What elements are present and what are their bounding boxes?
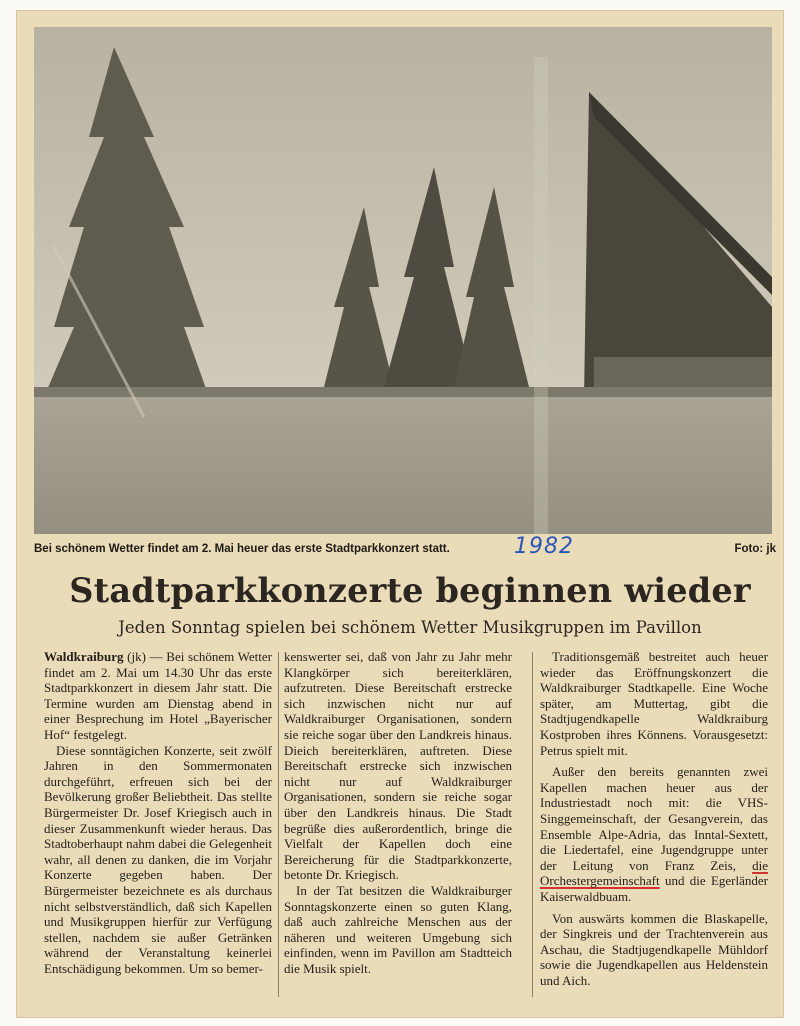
article-column-1 bbox=[44, 649, 272, 976]
photo-caption-row bbox=[34, 534, 776, 560]
column-divider bbox=[532, 652, 533, 997]
paragraph-text: (jk) — Bei schönem Wetter findet am 2. Mai um 14.30 Uhr das erste Stadtparkkonzert in diesem Jahr statt. Die Termine wurden am Dienstag abend in einer Besprechung im Hotel „Bayerischer Hof“ festgelegt. bbox=[44, 649, 272, 742]
paragraph: kenswerter sei, daß von Jahr zu Jahr mehr Klangkörper sich bereiterklären, aufzutreten. Diese Bereitschaft erstrecke sich inzwischen nicht nur auf Waldkraiburger Organisationen, sondern sie reiche sogar über den Landkreis hinaus. Dieich bereiterklären, auftreten. Diese Bereitschaft erstrecke sich inzwischen nicht nur auf Waldkraiburger Organisationen, sondern sie reiche sogar über den Landkreis hinaus. Die Stadt begrüße dies außerordentlich, bringe die Vielfalt der Kapellen doch eine Bereicherung für die Stadtparkkonzerte, betonte Dr. Kriegisch. bbox=[284, 649, 512, 883]
dateline: Waldkraiburg bbox=[44, 649, 124, 664]
photo-credit: Foto: jk bbox=[734, 543, 776, 555]
article-column-3 bbox=[540, 649, 768, 988]
paragraph: Traditionsgemäß bestreitet auch heuer wieder das Eröffnungskonzert die Waldkraiburger Stadtkapelle. Eine Woche später, am Muttertag, gibt die Stadtjugendkapelle Waldkraiburg Kostproben ihres Könnens. Vorausgesetzt: Petrus spielt mit. bbox=[540, 649, 768, 758]
handwritten-year: 1982 bbox=[514, 534, 574, 559]
photo-park-pavilion bbox=[34, 27, 772, 534]
photo-caption: Bei schönem Wetter findet am 2. Mai heuer das erste Stadtparkkonzert statt. bbox=[34, 543, 450, 555]
article-photo bbox=[34, 27, 772, 534]
paragraph: In der Tat besitzen die Waldkraiburger Sonntagskonzerte einen so guten Klang, daß auch zahlreiche Menschen aus der näheren und weiteren Umgebung sich einfinden, wenn im Pavillon am Stadtteich die Musik spielt. bbox=[284, 882, 512, 976]
paragraph-text: Außer den bereits genannten zwei Kapellen machen heuer aus der Industriestadt noch mit: die VHS-Singgemeinschaft, der Gesangverein, das Ensemble Alpe-Adria, das Inntal-Sextett, die Liedertafel, eine Jugendgruppe unter der Leitung von Franz Zeis, bbox=[540, 764, 768, 873]
paragraph-text: und die Egerländer Kaiserwaldbuam. bbox=[540, 873, 768, 904]
column-divider bbox=[278, 652, 279, 997]
red-underlined-text: die Orchestergemeinschaft bbox=[540, 857, 768, 889]
article-headline: Stadtparkkonzerte beginnen wieder bbox=[69, 571, 751, 610]
paragraph bbox=[44, 649, 272, 743]
article-column-2 bbox=[284, 649, 512, 976]
paragraph bbox=[540, 764, 768, 904]
paragraph: Von auswärts kommen die Blaskapelle, der Singkreis und der Trachtenverein aus Aschau, die Stadtjugendkapelle Mühldorf sowie die Jugendkapellen aus Heldenstein und Aich. bbox=[540, 910, 768, 988]
paragraph: Diese sonntägichen Konzerte, seit zwölf Jahren in den Sommermonaten durchgeführt, erfreuen sich bei der Bevölkerung großer Beliebtheit. Das stellte Bürgermeister Dr. Josef Kriegisch auch in dieser Zusammenkunft wieder heraus. Das Stadtoberhaupt nahm dabei die Gelegenheit wahr, all denen zu danken, die im Vorjahr Konzerte gegeben haben. Der Bürgermeister bezeichnete es als durchaus nicht selbstverständlich, daß sich Kapellen und Musikgruppen hierfür zur Verfügung stellen, nachdem sie außer Getränken während der Veranstaltung keinerlei Entschädigung bekommen. Um so bemer- bbox=[44, 742, 272, 976]
article-subheadline: Jeden Sonntag spielen bei schönem Wetter Musikgruppen im Pavillon bbox=[118, 618, 702, 637]
